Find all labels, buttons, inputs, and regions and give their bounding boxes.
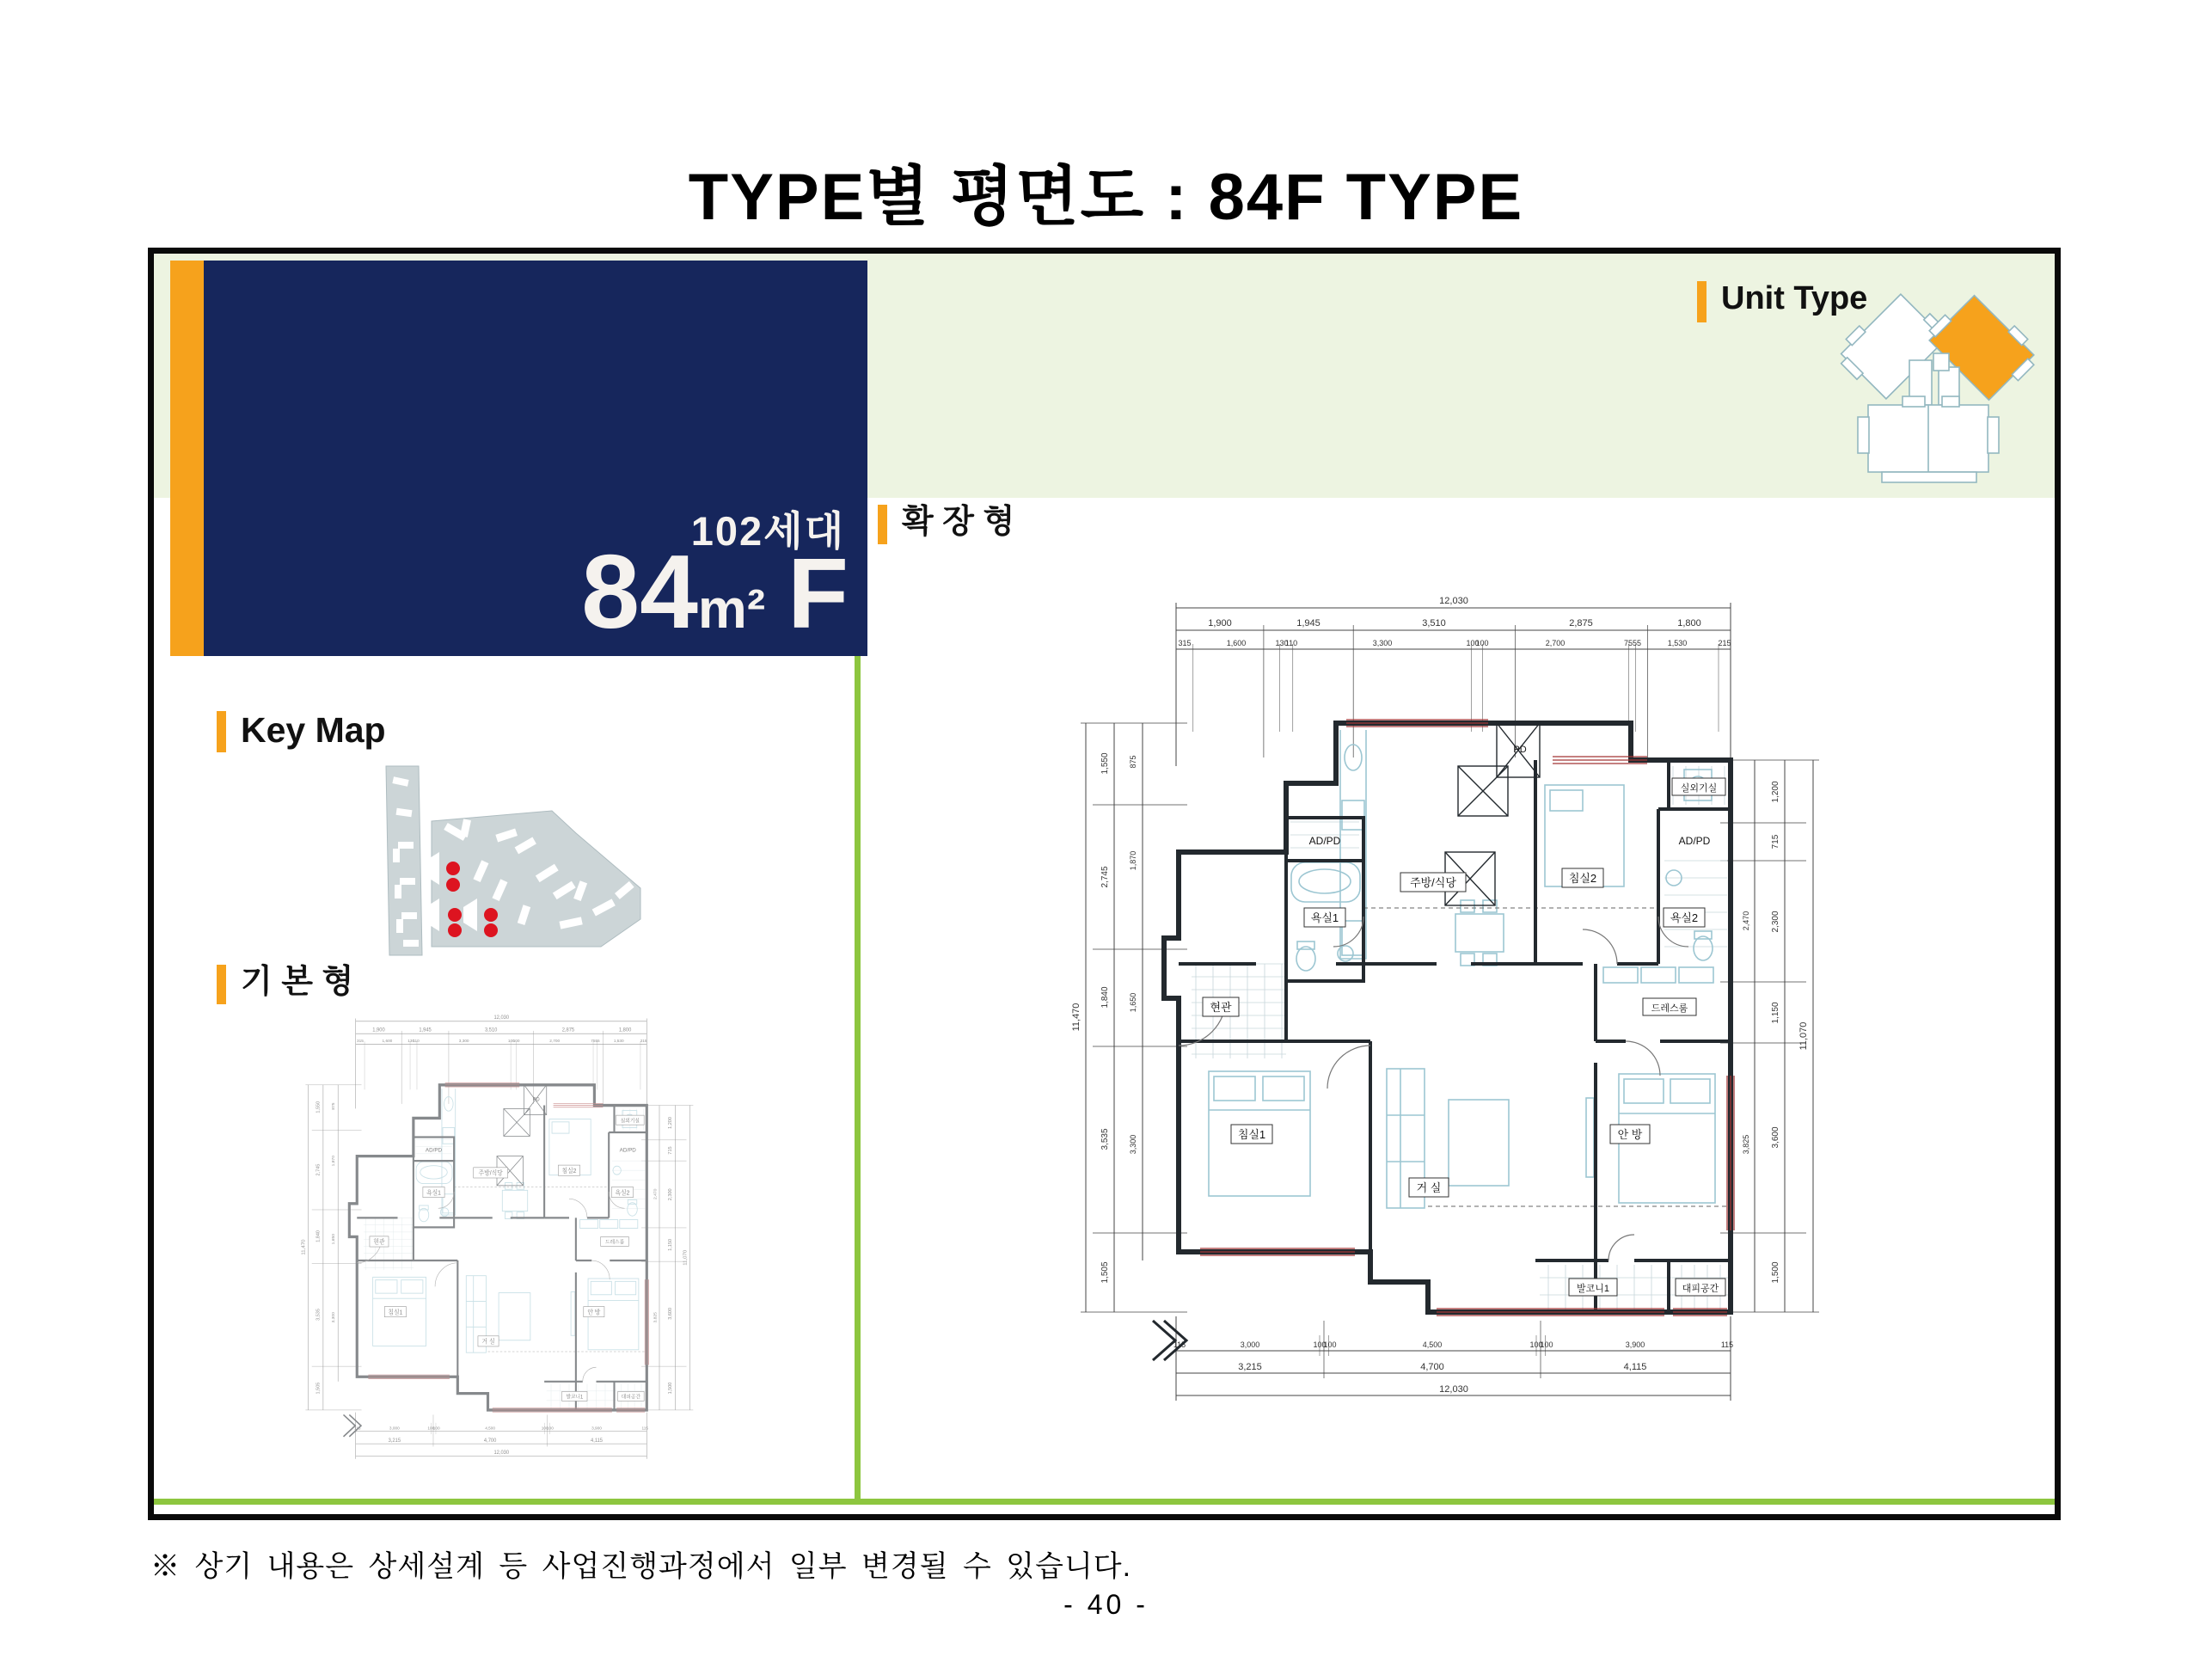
svg-text:11,470: 11,470 (1071, 1003, 1081, 1032)
svg-text:AD/PD: AD/PD (1678, 835, 1711, 847)
dimension-text-bottom1 (1173, 1340, 1733, 1349)
dimension-text-left (1071, 752, 1137, 1283)
svg-text:715: 715 (1771, 834, 1780, 849)
svg-text:4,500: 4,500 (1422, 1340, 1443, 1349)
dimension-text-top (1208, 596, 1701, 629)
dimension-lines-top (1176, 603, 1731, 766)
svg-text:1,840: 1,840 (1100, 986, 1110, 1009)
walls (1164, 723, 1731, 1312)
svg-text:4,115: 4,115 (1623, 1362, 1647, 1372)
svg-text:1,530: 1,530 (1667, 639, 1688, 647)
svg-text:침실2: 침실2 (1568, 872, 1597, 885)
svg-text:100: 100 (1540, 1340, 1553, 1349)
svg-text:215: 215 (1718, 639, 1731, 647)
green-bottom-divider (154, 1499, 2055, 1505)
svg-text:11,070: 11,070 (1798, 1021, 1809, 1051)
svg-text:1,650: 1,650 (1129, 992, 1137, 1013)
key-map (367, 759, 670, 967)
svg-text:12,030: 12,030 (1439, 1384, 1468, 1395)
expanded-type-text: 확 장 형 (902, 504, 1015, 540)
svg-text:1,800: 1,800 (1677, 618, 1701, 629)
svg-text:115: 115 (1720, 1340, 1734, 1349)
svg-text:12,030: 12,030 (1439, 596, 1468, 606)
svg-text:안 방: 안 방 (1617, 1128, 1643, 1141)
svg-text:1,200: 1,200 (1771, 781, 1780, 803)
svg-text:1,900: 1,900 (1208, 618, 1232, 629)
svg-text:1,600: 1,600 (1226, 639, 1247, 647)
svg-text:75: 75 (1623, 639, 1633, 647)
svg-text:100: 100 (1475, 639, 1489, 647)
dimension-text-bottom2 (1238, 1362, 1646, 1395)
svg-text:1,945: 1,945 (1296, 618, 1320, 629)
content-frame (148, 248, 2061, 1520)
svg-text:100: 100 (1529, 1340, 1543, 1349)
area-number: 84 (581, 533, 698, 650)
svg-text:욕실2: 욕실2 (1670, 911, 1699, 924)
green-vertical-divider (855, 656, 861, 1499)
svg-text:1,500: 1,500 (1771, 1261, 1780, 1284)
svg-text:100: 100 (1313, 1340, 1327, 1349)
key-map-label (217, 711, 386, 752)
svg-text:875: 875 (1129, 755, 1137, 769)
orange-tick-icon (217, 711, 226, 752)
expanded-type-label (878, 505, 1014, 544)
dimension-text-top2 (1178, 639, 1731, 647)
type-letter: F (787, 537, 849, 649)
svg-text:침실1: 침실1 (1237, 1128, 1266, 1141)
dimension-lines-left (1081, 723, 1187, 1312)
unit-area (581, 533, 849, 650)
svg-text:3,215: 3,215 (1238, 1362, 1262, 1372)
basic-type-label (217, 965, 353, 1004)
floor-plan-basic (298, 1014, 785, 1497)
floor-plan-expanded (1067, 594, 1978, 1463)
tile-hatch (1192, 766, 1731, 1309)
svg-text:2,700: 2,700 (1545, 639, 1566, 647)
svg-text:3,300: 3,300 (1129, 1134, 1137, 1155)
page-number: - 40 - (1063, 1589, 1149, 1620)
svg-text:3,825: 3,825 (1742, 1134, 1750, 1155)
svg-text:AD/PD: AD/PD (1308, 835, 1341, 847)
svg-text:3,300: 3,300 (1372, 639, 1393, 647)
svg-text:115: 115 (1173, 1340, 1186, 1349)
svg-text:거 실: 거 실 (1416, 1181, 1442, 1194)
svg-text:100: 100 (1466, 639, 1480, 647)
orange-tick-icon (1697, 281, 1706, 322)
svg-text:2,875: 2,875 (1569, 618, 1593, 629)
svg-text:대피공간: 대피공간 (1682, 1284, 1719, 1294)
windows (1200, 720, 1734, 1316)
basic-type-text: 기 본 형 (241, 964, 354, 1000)
households-count: 102세대 (690, 508, 845, 554)
svg-text:실외기실: 실외기실 (1680, 783, 1718, 794)
svg-text:55: 55 (1632, 639, 1642, 647)
svg-text:315: 315 (1178, 639, 1192, 647)
svg-text:2,745: 2,745 (1100, 866, 1110, 888)
unit-type-diagram (1813, 278, 2054, 494)
svg-text:3,510: 3,510 (1422, 618, 1446, 629)
svg-text:110: 110 (1284, 639, 1298, 647)
orange-tick-icon (217, 965, 226, 1004)
svg-text:1,505: 1,505 (1100, 1261, 1110, 1284)
svg-text:100: 100 (1323, 1340, 1337, 1349)
svg-text:현관: 현관 (1210, 1001, 1232, 1014)
unit-info-card (204, 261, 867, 656)
key-map-text: Key Map (241, 710, 386, 750)
svg-text:1,150: 1,150 (1771, 1002, 1780, 1024)
svg-text:주방/식당: 주방/식당 (1410, 876, 1456, 889)
page-title: TYPE별 평면도 : 84F TYPE (688, 161, 1524, 234)
svg-text:3,000: 3,000 (1240, 1340, 1260, 1349)
svg-text:3,900: 3,900 (1625, 1340, 1645, 1349)
svg-text:3,600: 3,600 (1771, 1126, 1780, 1149)
area-unit: m² (697, 578, 766, 640)
svg-text:1,550: 1,550 (1100, 752, 1110, 775)
svg-text:3,535: 3,535 (1100, 1128, 1110, 1150)
svg-text:2,300: 2,300 (1771, 911, 1780, 933)
svg-text:욕실1: 욕실1 (1310, 911, 1339, 924)
svg-text:드레스룸: 드레스룸 (1651, 1003, 1688, 1014)
svg-text:4,700: 4,700 (1420, 1362, 1444, 1372)
footnote: ※ 상기 내용은 상세설계 등 사업진행과정에서 일부 변경될 수 있습니다. (150, 1550, 1132, 1583)
svg-text:2,470: 2,470 (1742, 911, 1750, 931)
svg-text:130: 130 (1275, 639, 1289, 647)
svg-text:발코니1: 발코니1 (1577, 1284, 1609, 1294)
room-labels (1203, 745, 1725, 1296)
orange-tick-icon (878, 505, 887, 544)
dimension-text-right (1742, 781, 1809, 1283)
svg-text:1,870: 1,870 (1129, 850, 1137, 871)
svg-text:PD: PD (1513, 745, 1527, 755)
card-orange-accent-bar (170, 261, 204, 656)
unit-type-text: Unit Type (1721, 280, 1868, 316)
